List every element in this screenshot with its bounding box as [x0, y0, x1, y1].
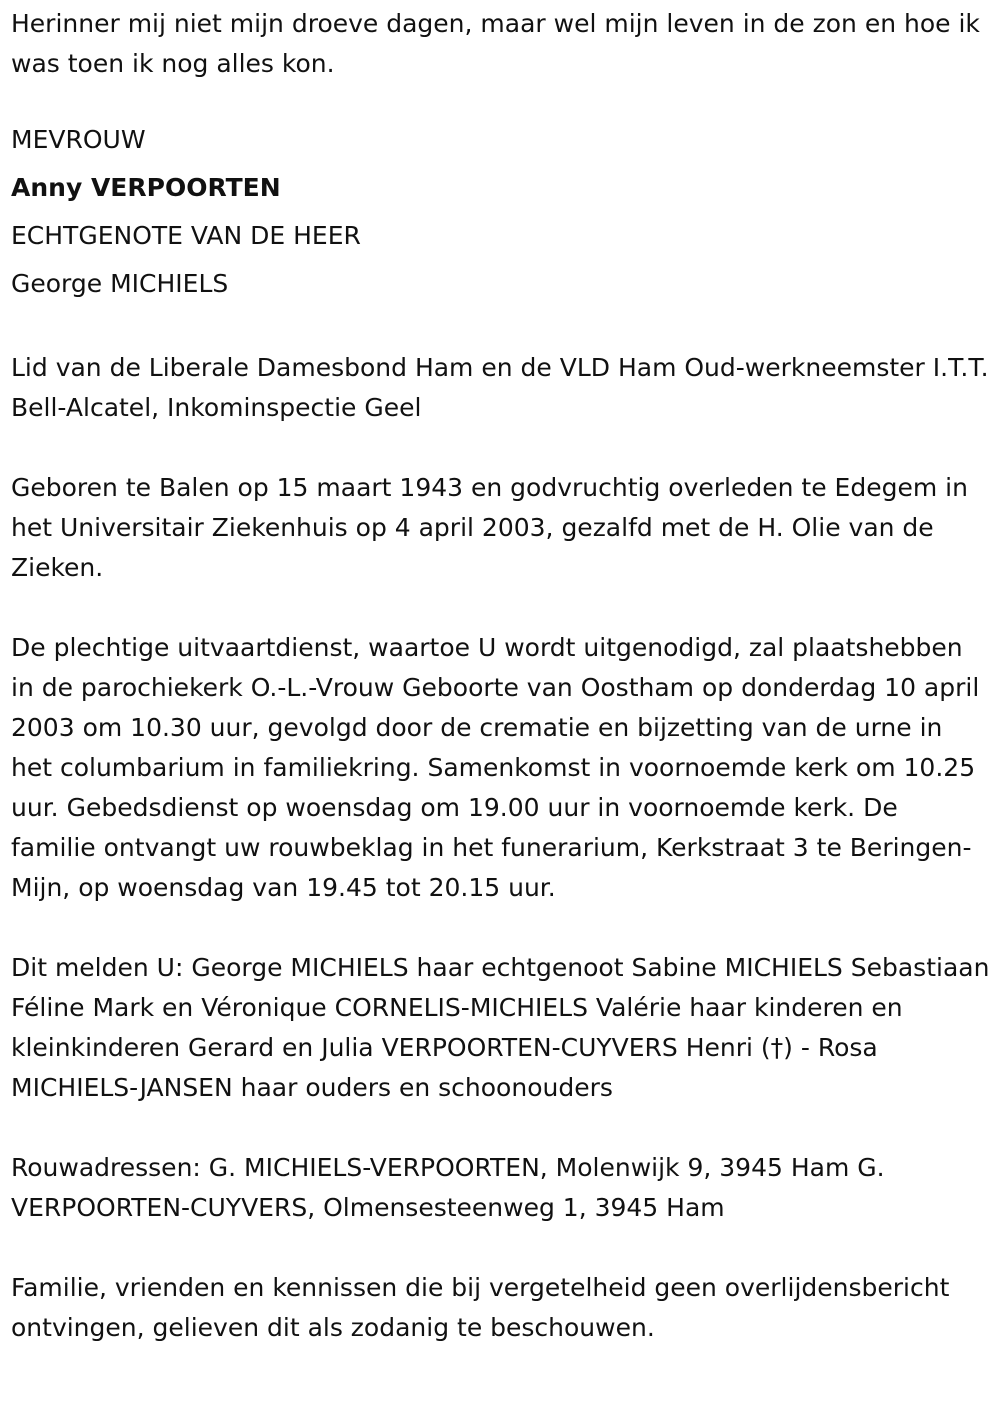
closing-text: Familie, vrienden en kennissen die bij vergetelheid geen overlijdensbericht ontvingen, gelieven dit als zodanig te beschouwen.: [11, 1273, 950, 1342]
addresses-text: Rouwadressen: G. MICHIELS-VERPOORTEN, Molenwijk 9, 3945 Ham G. VERPOORTEN-CUYVERS, Olmensesteenweg 1, 3945 Ham: [11, 1153, 885, 1222]
announced-by-text: Dit melden U: George MICHIELS haar echtgenoot Sabine MICHIELS Sebastiaan Féline Mark en Véronique CORNELIS-MICHIELS Valérie haar kinderen en kleinkinderen Gerard en Julia VERPOORTEN-CUYVERS Henri (†) - Rosa MICHIELS-JANSEN haar ouders en schoonouders: [11, 953, 990, 1102]
relation-text: ECHTGENOTE VAN DE HEER: [11, 221, 361, 250]
motto-text: Herinner mij niet mijn droeve dagen, maar wel mijn leven in de zon en hoe ik was toen ik nog alles kon.: [11, 9, 980, 78]
spouse-name: George MICHIELS: [11, 269, 229, 298]
name-block: [11, 116, 990, 308]
service-text: De plechtige uitvaartdienst, waartoe U wordt uitgenodigd, zal plaatshebben in de parochiekerk O.-L.-Vrouw Geboorte van Oostham op donderdag 10 april 2003 om 10.30 uur, gevolgd door de crematie en bijzetting van de urne in het columbarium in familiekring. Samenkomst in voornoemde kerk om 10.25 uur. Gebedsdienst op woensdag om 19.00 uur in voornoemde kerk. De familie ontvangt uw rouwbeklag in het funerarium, Kerkstraat 3 te Beringen-Mijn, op woensdag van 19.45 tot 20.15 uur.: [11, 633, 980, 902]
deceased-name: Anny VERPOORTEN: [11, 173, 281, 202]
membership-text: Lid van de Liberale Damesbond Ham en de VLD Ham Oud-werkneemster I.T.T. Bell-Alcatel, Inkominspectie Geel: [11, 353, 989, 422]
title-prefix: MEVROUW: [11, 125, 146, 154]
birth-death-text: Geboren te Balen op 15 maart 1943 en godvruchtig overleden te Edegem in het Universitair Ziekenhuis op 4 april 2003, gezalfd met de H. Olie van de Zieken.: [11, 473, 968, 582]
